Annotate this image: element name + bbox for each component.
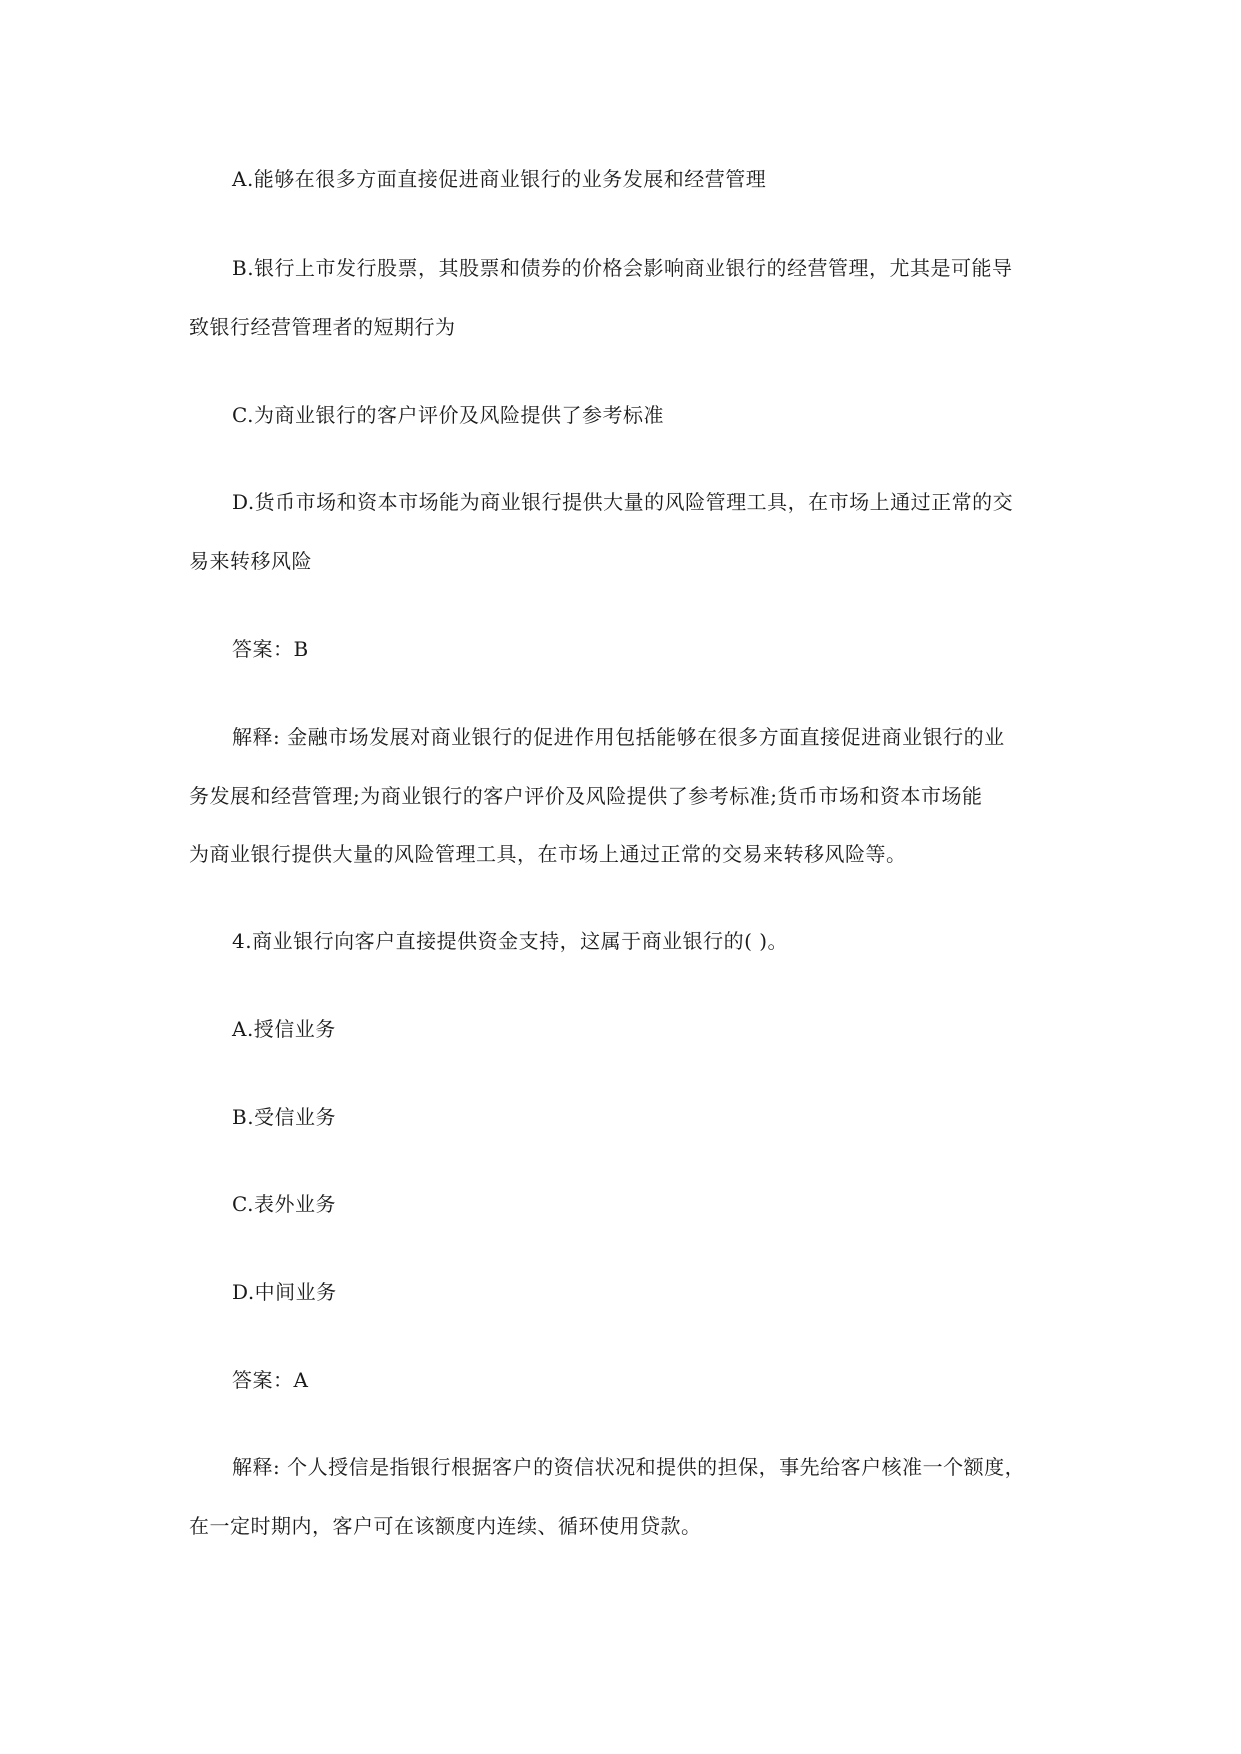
q4-question: 4.商业银行向客户直接提供资金支持，这属于商业银行的( )。	[232, 929, 789, 953]
q4-explanation-line2: 在一定时期内，客户可在该额度内连续、循环使用贷款。	[189, 1514, 702, 1538]
q3-explanation-line2: 务发展和经营管理;为商业银行的客户评价及风险提供了参考标准;货币市场和资本市场能	[189, 784, 983, 808]
q4-explanation-line1: 解释: 个人授信是指银行根据客户的资信状况和提供的担保，事先给客户核准一个额度，	[232, 1455, 1026, 1479]
q3-option-b-line2: 致银行经营管理者的短期行为	[189, 315, 456, 339]
q3-option-a: A.能够在很多方面直接促进商业银行的业务发展和经营管理	[232, 167, 767, 191]
q3-option-d-line1: D.货币市场和资本市场能为商业银行提供大量的风险管理工具，在市场上通过正常的交	[232, 490, 1014, 514]
q3-explanation-line1: 解释: 金融市场发展对商业银行的促进作用包括能够在很多方面直接促进商业银行的业	[232, 725, 1005, 749]
q3-option-c: C.为商业银行的客户评价及风险提供了参考标准	[232, 403, 664, 427]
q3-explanation-line3: 为商业银行提供大量的风险管理工具，在市场上通过正常的交易来转移风险等。	[189, 842, 907, 866]
q4-option-c: C.表外业务	[232, 1192, 336, 1216]
q4-answer: 答案：A	[232, 1368, 309, 1392]
q4-option-b: B.受信业务	[232, 1105, 337, 1129]
q4-option-d: D.中间业务	[232, 1280, 337, 1304]
q4-option-a: A.授信业务	[232, 1017, 336, 1041]
q3-answer: 答案：B	[232, 637, 309, 661]
q3-option-d-line2: 易来转移风险	[189, 549, 312, 573]
q3-option-b-line1: B.银行上市发行股票，其股票和债券的价格会影响商业银行的经营管理，尤其是可能导	[232, 256, 1013, 280]
